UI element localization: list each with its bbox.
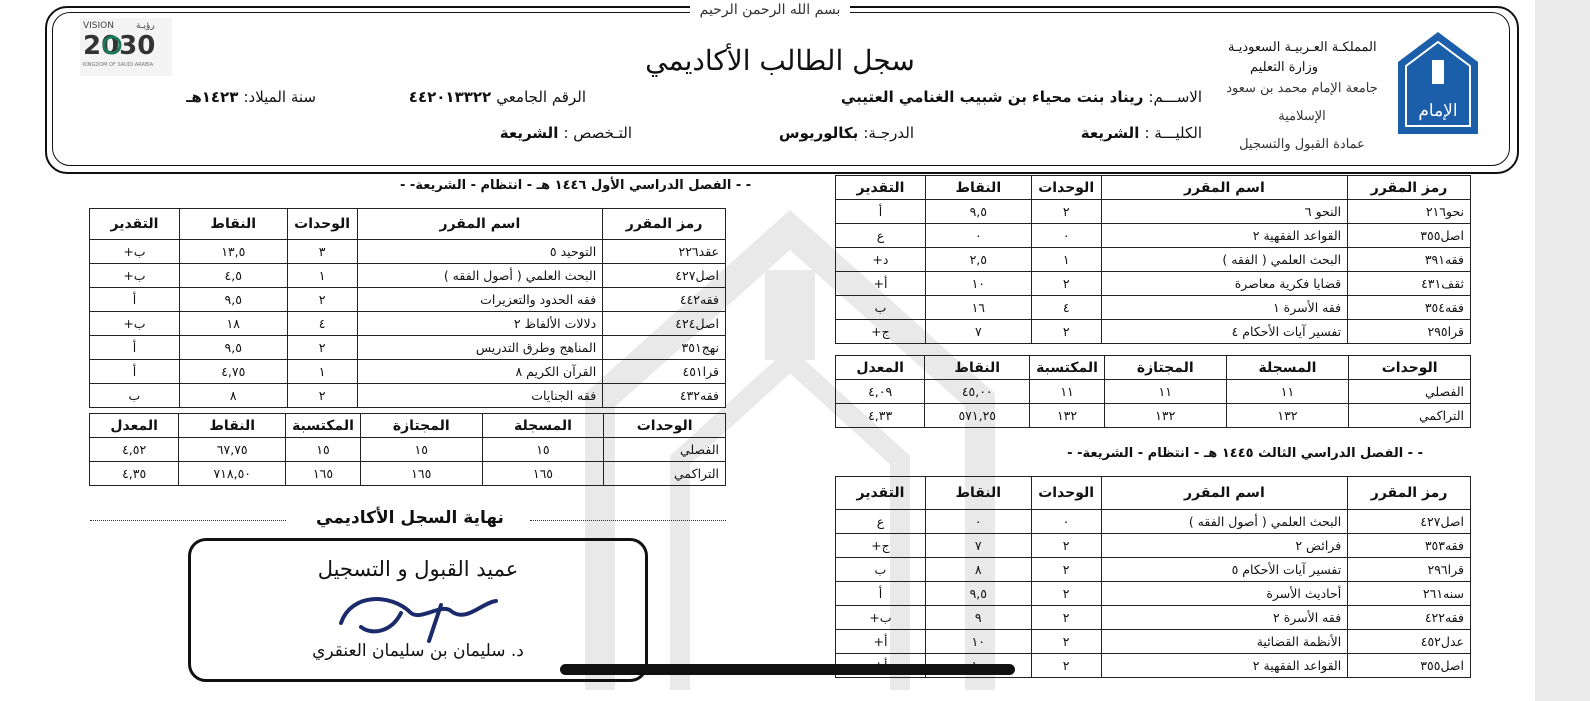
- course-units: ٢: [1031, 534, 1101, 558]
- university-name: جامعة الإمام محمد بن سعود الإسلامية عمادة القبول والتسجيل: [1226, 81, 1378, 152]
- course-points: ٤,٧٥: [179, 360, 287, 384]
- course-points: ١٣,٥: [179, 240, 287, 264]
- course-code: نحو٢١٦: [1348, 200, 1471, 224]
- table-row: [90, 264, 726, 288]
- left-semester-title: - - الفصل الدراسي الأول ١٤٤٦ هـ - انتظام - الشريعة- -: [400, 178, 752, 193]
- course-units: ٠: [1031, 510, 1101, 534]
- summary-value: ١٥: [360, 438, 482, 462]
- summary-value: ١٣٢: [1030, 404, 1105, 428]
- signature-icon: [331, 583, 501, 643]
- table-row: [90, 336, 726, 360]
- course-grade: د+: [836, 248, 926, 272]
- course-code: فقه٤٣٢: [603, 384, 726, 408]
- basmala: بسم الله الرحمن الرحيم: [690, 2, 850, 26]
- course-points: ٨: [925, 558, 1031, 582]
- course-units: ٢: [287, 336, 357, 360]
- course-grade: ع: [836, 510, 926, 534]
- right-bottom-semester-table: [835, 476, 1471, 678]
- course-name: فقه الأسرة ٢: [1101, 606, 1348, 630]
- course-code: عدل٤٥٢: [1348, 630, 1471, 654]
- course-code: عقد٢٢٦: [603, 240, 726, 264]
- col-code: رمز المقرر: [1348, 176, 1471, 200]
- svg-text:رؤيـة: رؤيـة: [136, 21, 155, 31]
- table-row: [836, 320, 1471, 344]
- summary-value: ١١: [1030, 380, 1105, 404]
- course-name: فقه الأسرة ١: [1101, 296, 1347, 320]
- course-points: ١٠: [925, 630, 1031, 654]
- course-units: ٢: [1031, 606, 1101, 630]
- course-units: ٢: [1031, 630, 1101, 654]
- summary-label: الفصلي: [604, 438, 726, 462]
- course-points: ٨: [179, 384, 287, 408]
- course-name: البحث العلمي ( أصول الفقه ): [1101, 510, 1348, 534]
- summary-row: [90, 462, 726, 486]
- table-row: [90, 240, 726, 264]
- summary-value: ١٥: [482, 438, 604, 462]
- course-points: ٩,٥: [179, 336, 287, 360]
- col-units: الوحدات: [1031, 176, 1101, 200]
- summary-header-row: الوحدات المسجلة المجتازة المكتسبة النقاط المعدل: [836, 356, 1471, 380]
- table-row: [836, 582, 1471, 606]
- course-grade: ب: [90, 384, 180, 408]
- course-code: اصل٤٢٤: [603, 312, 726, 336]
- course-code: قرا٤٥١: [603, 360, 726, 384]
- course-name: قضايا فكرية معاصرة: [1101, 272, 1347, 296]
- course-grade: ب+: [90, 240, 180, 264]
- course-name: البحث العلمي ( الفقه ): [1101, 248, 1347, 272]
- student-name: الاســـم: ريناد بنت محياء بن شبيب الغنامي العتيبي: [840, 88, 1202, 106]
- summary-value: ١٦٥: [286, 462, 361, 486]
- summary-value: ١١: [1226, 380, 1349, 404]
- svg-text:الإمام: الإمام: [1418, 101, 1458, 121]
- course-name: القواعد الفقهية ٢: [1101, 654, 1348, 678]
- course-units: ١: [1031, 248, 1101, 272]
- course-name: المناهج وطرق التدريس: [357, 336, 603, 360]
- table-header-row: [836, 176, 1471, 200]
- course-name: فرائض ٢: [1101, 534, 1348, 558]
- major: التـخصص : الشريعة: [499, 124, 632, 142]
- summary-value: ٤,٥٢: [90, 438, 179, 462]
- right-top-summary-table: [835, 355, 1471, 428]
- student-id: الرقم الجامعي ٤٤٢٠١٣٣٢٢: [408, 88, 586, 106]
- right-top-semester-table: [835, 175, 1471, 344]
- course-code: اصل٤٢٧: [603, 264, 726, 288]
- course-code: اصل٤٢٧: [1348, 510, 1471, 534]
- course-grade: أ: [90, 360, 180, 384]
- table-row: [836, 510, 1471, 534]
- course-units: ٠: [1031, 224, 1101, 248]
- course-points: ١٦: [925, 296, 1031, 320]
- course-points: ١٠: [925, 272, 1031, 296]
- course-units: ١: [287, 264, 357, 288]
- summary-value: ١٥: [286, 438, 361, 462]
- summary-row: [836, 404, 1471, 428]
- col-grade: التقدير: [836, 176, 926, 200]
- course-grade: أ: [90, 288, 180, 312]
- course-grade: ب+: [90, 312, 180, 336]
- summary-row: [90, 438, 726, 462]
- table-row: [90, 312, 726, 336]
- table-row: [836, 200, 1471, 224]
- course-grade: ع: [836, 224, 926, 248]
- course-name: القرآن الكريم ٨: [357, 360, 603, 384]
- course-points: ٩,٥: [925, 200, 1031, 224]
- svg-text:VISION: VISION: [83, 21, 114, 31]
- summary-value: ١٦٥: [360, 462, 482, 486]
- course-units: ١: [287, 360, 357, 384]
- left-semester-table: [89, 208, 726, 408]
- course-points: ٧: [925, 534, 1031, 558]
- vision-2030-logo-icon: [80, 18, 172, 76]
- svg-text:2030: 2030: [83, 31, 156, 61]
- course-units: ٤: [1031, 296, 1101, 320]
- degree: الدرجـة: بكالوريوس: [778, 124, 914, 142]
- table-row: [836, 224, 1471, 248]
- course-units: ٢: [287, 384, 357, 408]
- summary-value: ٥٧١,٢٥: [925, 404, 1030, 428]
- summary-value: ٦٧,٧٥: [179, 438, 286, 462]
- summary-value: ٧١٨,٥٠: [179, 462, 286, 486]
- course-points: ٩,٥: [925, 582, 1031, 606]
- course-name: الأنظمة القضائية: [1101, 630, 1348, 654]
- course-points: ٤,٥: [179, 264, 287, 288]
- course-grade: أ: [836, 582, 926, 606]
- course-points: ٢,٥: [925, 248, 1031, 272]
- course-grade: أ: [90, 336, 180, 360]
- divider: [530, 520, 726, 521]
- table-header-row: رمز المقرر اسم المقرر الوحدات النقاط التقدير: [90, 209, 726, 240]
- course-grade: أ+: [836, 630, 926, 654]
- course-units: ٤: [287, 312, 357, 336]
- course-units: ٢: [1031, 558, 1101, 582]
- course-code: فقه٣٩١: [1348, 248, 1471, 272]
- col-points: النقاط: [925, 176, 1031, 200]
- course-units: ٢: [1031, 272, 1101, 296]
- left-summary-table: [89, 413, 726, 486]
- course-code: فقه٤٤٢: [603, 288, 726, 312]
- signatory-title: عميد القبول و التسجيل: [317, 557, 519, 581]
- course-units: ٢: [1031, 654, 1101, 678]
- course-grade: ج+: [836, 534, 926, 558]
- course-code: قرا٢٩٥: [1348, 320, 1471, 344]
- table-row: [836, 534, 1471, 558]
- course-name: القواعد الفقهية ٢: [1101, 224, 1347, 248]
- table-row: [90, 288, 726, 312]
- course-code: قرا٢٩٦: [1348, 558, 1471, 582]
- table-row: [836, 606, 1471, 630]
- summary-row: [836, 380, 1471, 404]
- course-name: فقه الحدود والتعزيرات: [357, 288, 603, 312]
- course-units: ٢: [1031, 582, 1101, 606]
- summary-value: ١١: [1104, 380, 1226, 404]
- table-header-row: رمز المقرر اسم المقرر الوحدات النقاط التقدير: [836, 477, 1471, 510]
- course-grade: ب+: [836, 606, 926, 630]
- table-row: [836, 296, 1471, 320]
- page-title: سجل الطالب الأكاديمي: [645, 44, 915, 77]
- course-grade: ب: [836, 296, 926, 320]
- course-name: تفسير آيات الأحكام ٤: [1101, 320, 1347, 344]
- course-name: التوحيد ٥: [357, 240, 603, 264]
- end-of-record-label: نهاية السجل الأكاديمي: [316, 508, 504, 528]
- table-row: [836, 558, 1471, 582]
- summary-value: ٤,٠٩: [836, 380, 925, 404]
- course-points: ١٨: [179, 312, 287, 336]
- course-grade: ب: [836, 558, 926, 582]
- course-code: فقه٤٢٢: [1348, 606, 1471, 630]
- course-code: سنه٢٦١: [1348, 582, 1471, 606]
- summary-value: ١٣٢: [1104, 404, 1226, 428]
- signature-box: [188, 538, 648, 682]
- col-name: اسم المقرر: [1101, 176, 1347, 200]
- course-units: ٢: [1031, 200, 1101, 224]
- table-row: [836, 272, 1471, 296]
- summary-value: ٤,٣٣: [836, 404, 925, 428]
- table-row: [90, 384, 726, 408]
- divider: [90, 520, 286, 521]
- country-label: المملكـة العـربيـة السعوديـة: [1228, 40, 1377, 55]
- college: الكليـــة : الشريعة: [1080, 124, 1202, 142]
- course-points: ٠: [925, 510, 1031, 534]
- summary-value: ١٦٥: [482, 462, 604, 486]
- course-points: ٧: [925, 320, 1031, 344]
- table-row: [836, 248, 1471, 272]
- page-edge: [1535, 0, 1590, 701]
- course-grade: أ: [836, 200, 926, 224]
- course-code: ثقف٤٣١: [1348, 272, 1471, 296]
- course-grade: ب+: [90, 264, 180, 288]
- summary-value: ٤,٣٥: [90, 462, 179, 486]
- summary-header-row: الوحدات المسجلة المجتازة المكتسبة النقاط المعدل: [90, 414, 726, 438]
- course-units: ٣: [287, 240, 357, 264]
- course-code: اصل٣٥٥: [1348, 654, 1471, 678]
- course-code: فقه٣٥٤: [1348, 296, 1471, 320]
- course-code: اصل٣٥٥: [1348, 224, 1471, 248]
- course-points: ٩: [925, 606, 1031, 630]
- university-logo-icon: [1396, 30, 1480, 136]
- course-name: أحاديث الأسرة: [1101, 582, 1348, 606]
- course-units: ٢: [287, 288, 357, 312]
- course-name: النحو ٦: [1101, 200, 1347, 224]
- birth-year: سنة الميلاد: ١٤٢٣هـ: [186, 88, 316, 106]
- end-of-record: [90, 508, 726, 530]
- course-grade: ج+: [836, 320, 926, 344]
- signatory-name: د. سليمان بن سليمان العنقري: [312, 641, 524, 661]
- course-code: فقه٣٥٣: [1348, 534, 1471, 558]
- table-row: [90, 360, 726, 384]
- summary-value: ١٣٢: [1226, 404, 1349, 428]
- summary-label: التراكمي: [604, 462, 726, 486]
- course-name: البحث العلمي ( أصول الفقه ): [357, 264, 603, 288]
- course-name: فقه الجنايات: [357, 384, 603, 408]
- course-grade: أ+: [836, 272, 926, 296]
- horizontal-scrollbar[interactable]: [560, 664, 1015, 675]
- right-bottom-semester-title: - - الفصل الدراسي الثالث ١٤٤٥ هـ - انتظام - الشريعة- -: [1067, 446, 1423, 461]
- summary-label: الفصلي: [1349, 380, 1471, 404]
- summary-value: ٤٥,٠٠: [925, 380, 1030, 404]
- course-points: ٩,٥: [179, 288, 287, 312]
- ministry-label: وزارة التعليم: [1250, 60, 1319, 75]
- official-stamp-icon: [250, 672, 420, 701]
- svg-text:KINGDOM OF SAUDI ARABIA: KINGDOM OF SAUDI ARABIA: [83, 62, 154, 68]
- course-code: نهج٣٥١: [603, 336, 726, 360]
- course-name: تفسير آيات الأحكام ٥: [1101, 558, 1348, 582]
- course-units: ٢: [1031, 320, 1101, 344]
- course-points: ٠: [925, 224, 1031, 248]
- table-row: [836, 630, 1471, 654]
- course-name: دلالات الألفاظ ٢: [357, 312, 603, 336]
- summary-label: التراكمي: [1349, 404, 1471, 428]
